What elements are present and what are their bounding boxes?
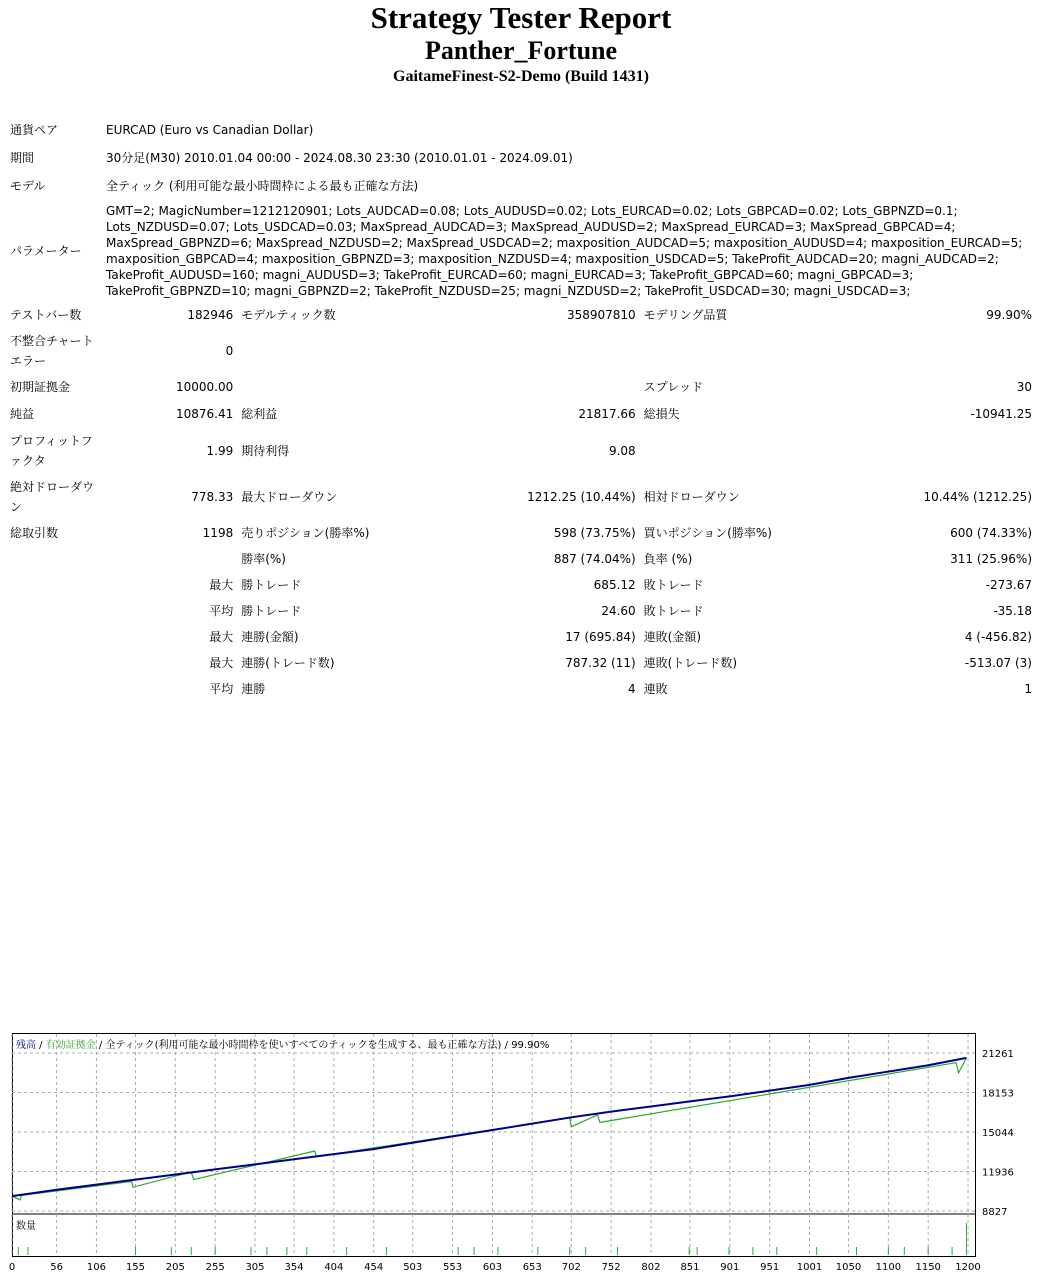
ticks-label: モデルティック数 xyxy=(241,308,336,322)
x-tick-label: 951 xyxy=(760,1262,780,1273)
avg-loss-value: -35.18 xyxy=(993,604,1032,618)
legend-balance: 残高 xyxy=(16,1040,36,1051)
y-tick-label: 8827 xyxy=(982,1207,1008,1218)
long-positions-label: 買いポジション(勝率%) xyxy=(643,526,772,540)
avg-prefix-label: 平均 xyxy=(209,682,234,696)
max-cons-losses-value: 4 (-456.82) xyxy=(964,630,1032,644)
x-tick-label: 305 xyxy=(245,1262,265,1273)
short-positions-value: 598 (73.75%) xyxy=(553,526,636,540)
legend-equity: 有効証拠金 xyxy=(45,1040,96,1051)
x-tick-label: 404 xyxy=(324,1262,344,1273)
x-tick-label: 354 xyxy=(284,1262,304,1273)
bars-label: テストバー数 xyxy=(10,308,82,322)
x-tick-label: 653 xyxy=(522,1262,542,1273)
avg-cons-losses-label: 連敗 xyxy=(643,682,668,696)
ticks-value: 358907810 xyxy=(566,308,636,322)
report-title: Strategy Tester Report xyxy=(370,0,672,35)
x-tick-label: 205 xyxy=(165,1262,185,1273)
win-rate-value: 887 (74.04%) xyxy=(553,552,636,566)
profit-factor-value: 1.99 xyxy=(206,444,234,458)
y-tick-label: 15044 xyxy=(982,1128,1014,1139)
symbol-label: 通貨ペア xyxy=(10,123,59,137)
x-tick-label: 106 xyxy=(86,1262,106,1273)
y-tick-label: 11936 xyxy=(982,1167,1014,1179)
x-tick-label: 851 xyxy=(680,1262,700,1273)
params-label: パラメーター xyxy=(10,244,82,258)
x-tick-label: 901 xyxy=(720,1262,740,1273)
abs-drawdown-label: 絶対ドローダウン xyxy=(10,480,95,514)
profit-factor-label: プロフィットファクタ xyxy=(10,434,93,468)
deposit-value: 10000.00 xyxy=(175,380,234,394)
legend-separator: / xyxy=(36,1040,46,1051)
max-prefix-label: 最大 xyxy=(209,630,234,644)
x-axis-ticks xyxy=(9,1262,981,1273)
volume-label: 数量 xyxy=(16,1221,36,1232)
quality-label: モデリング品質 xyxy=(643,308,728,322)
x-tick-label: 702 xyxy=(561,1262,581,1273)
mismatch-label: 不整合チャートエラー xyxy=(10,334,94,368)
largest-loss-label: 敗トレード xyxy=(643,578,704,592)
y-axis-ticks xyxy=(982,1049,1014,1218)
period-label: 期間 xyxy=(10,151,35,165)
x-tick-label: 1200 xyxy=(955,1262,981,1273)
x-tick-label: 503 xyxy=(403,1262,423,1273)
chart-legend xyxy=(16,1038,549,1051)
x-tick-label: 255 xyxy=(205,1262,225,1273)
avg-cons-wins-value: 4 xyxy=(628,682,636,696)
loss-rate-value: 311 (25.96%) xyxy=(950,552,1032,566)
max-cons-wins-value: 17 (695.84) xyxy=(565,630,636,644)
gross-profit-value: 21817.66 xyxy=(578,407,636,421)
max-cons-wins-label: 連勝(金額) xyxy=(241,630,299,644)
deposit-label: 初期証拠金 xyxy=(10,380,71,394)
avg-cons-losses-value: 1 xyxy=(1024,682,1032,696)
long-positions-value: 600 (74.33%) xyxy=(950,526,1032,540)
max-cons-loss-label: 連敗(トレード数) xyxy=(643,656,738,670)
gross-profit-label: 総利益 xyxy=(241,407,278,421)
x-tick-label: 454 xyxy=(364,1262,384,1273)
short-positions-label: 売りポジション(勝率%) xyxy=(241,526,370,540)
x-tick-label: 1001 xyxy=(796,1262,823,1273)
symbol-value: EURCAD (Euro vs Canadian Dollar) xyxy=(106,123,314,137)
avg-win-label: 勝トレード xyxy=(241,604,302,618)
gross-loss-label: 総損失 xyxy=(643,407,680,421)
legend-description: / 全ティック(利用可能な最小時間枠を使いすべてのティックを生成する、最も正確な方法) / 99.90% xyxy=(95,1040,550,1051)
balance-chart xyxy=(8,1033,1032,1275)
server-name: GaitameFinest-S2-Demo (Build 1431) xyxy=(393,68,649,85)
avg-win-value: 24.60 xyxy=(601,604,636,618)
loss-rate-label: 負率 (%) xyxy=(643,552,693,566)
period-value: 30分足(M30) 2010.01.04 00:00 - 2024.08.30 23:30 (2010.01.01 - 2024.09.01) xyxy=(106,151,573,165)
params-value: GMT=2; MagicNumber=1212120901; Lots_AUDCAD=0.08; Lots_AUDUSD=0.02; Lots_EURCAD=0.02; Lots_GBPCAD=0.02; Lots_GBPNZD=0.1; Lots_NZDUSD=0.07; Lots_USDCAD=0.03; MaxSpread_AUDCAD=3; MaxSpread_AUDUSD=2; MaxSpread_EURCAD=3; MaxSpread_GBPCAD=4; MaxSpread_GBPNZD=6; MaxSpread_NZDUSD=2; MaxSpread_USDCAD=2; maxposition_AUDCAD=5; maxposition_AUDUSD=4; maxposition_EURCAD=5; maxposition_GBPCAD=4; maxposition_GBPNZD=3; maxposition_NZDUSD=4; maxposition_USDCAD=5; TakeProfit_AUDCAD=20; magni_AUDCAD=2; TakeProfit_AUDUSD=160; magni_AUDUSD=3; TakeProfit_EURCAD=60; magni_EURCAD=3; TakeProfit_GBPCAD=60; magni_GBPCAD=3; TakeProfit_GBPNZD=10; magni_GBPNZD=2; TakeProfit_NZDUSD=25; magni_NZDUSD=2; TakeProfit_USDCAD=30; magni_USDCAD=3; xyxy=(106,204,1023,298)
x-tick-label: 0 xyxy=(8,1262,16,1273)
mismatch-value: 0 xyxy=(225,344,234,358)
total-trades-label: 総取引数 xyxy=(10,526,59,540)
max-cons-loss-value: -513.07 (3) xyxy=(964,656,1032,670)
x-tick-label: 802 xyxy=(641,1262,661,1273)
net-profit-label: 純益 xyxy=(10,407,35,421)
avg-loss-label: 敗トレード xyxy=(643,604,704,618)
x-tick-label: 752 xyxy=(601,1262,621,1273)
quality-value: 99.90% xyxy=(986,308,1032,322)
total-trades-value: 1198 xyxy=(202,526,234,540)
x-tick-label: 553 xyxy=(443,1262,463,1273)
y-tick-label: 21261 xyxy=(982,1049,1014,1060)
expected-payoff-label: 期待利得 xyxy=(241,444,290,458)
rel-drawdown-label: 相対ドローダウン xyxy=(643,490,740,504)
x-tick-label: 1150 xyxy=(915,1262,941,1273)
max-drawdown-label: 最大ドローダウン xyxy=(241,490,338,504)
expected-payoff-value: 9.08 xyxy=(608,444,636,458)
largest-win-value: 685.12 xyxy=(593,578,636,592)
bars-value: 182946 xyxy=(187,308,234,322)
chart-frame xyxy=(13,1034,976,1257)
net-profit-value: 10876.41 xyxy=(175,407,234,421)
x-tick-label: 1050 xyxy=(835,1262,862,1273)
x-tick-label: 56 xyxy=(50,1262,63,1273)
largest-win-label: 勝トレード xyxy=(241,578,302,592)
model-value: 全ティック (利用可能な最小時間枠による最も正確な方法) xyxy=(106,179,419,193)
model-label: モデル xyxy=(10,179,46,193)
report-table xyxy=(6,116,1036,702)
win-rate-label: 勝率(%) xyxy=(241,552,286,566)
expert-name: Panther_Fortune xyxy=(424,36,618,65)
largest-loss-value: -273.67 xyxy=(985,578,1032,592)
spread-value: 30 xyxy=(1016,380,1032,394)
avg-prefix-label: 平均 xyxy=(209,604,234,618)
max-drawdown-value: 1212.25 (10.44%) xyxy=(527,490,636,504)
gross-loss-value: -10941.25 xyxy=(970,407,1032,421)
abs-drawdown-value: 778.33 xyxy=(191,490,234,504)
x-tick-label: 603 xyxy=(482,1262,502,1273)
avg-cons-wins-label: 連勝 xyxy=(241,682,266,696)
max-cons-profit-value: 787.32 (11) xyxy=(565,656,636,670)
y-tick-label: 18153 xyxy=(982,1088,1014,1100)
max-prefix-label: 最大 xyxy=(209,578,234,592)
x-tick-label: 1100 xyxy=(875,1262,902,1273)
max-cons-profit-label: 連勝(トレード数) xyxy=(241,656,335,670)
x-tick-label: 155 xyxy=(125,1262,146,1273)
max-cons-losses-label: 連敗(金額) xyxy=(643,630,702,644)
spread-label: スプレッド xyxy=(643,380,704,394)
rel-drawdown-value: 10.44% (1212.25) xyxy=(923,490,1032,504)
max-prefix-label: 最大 xyxy=(209,656,234,670)
